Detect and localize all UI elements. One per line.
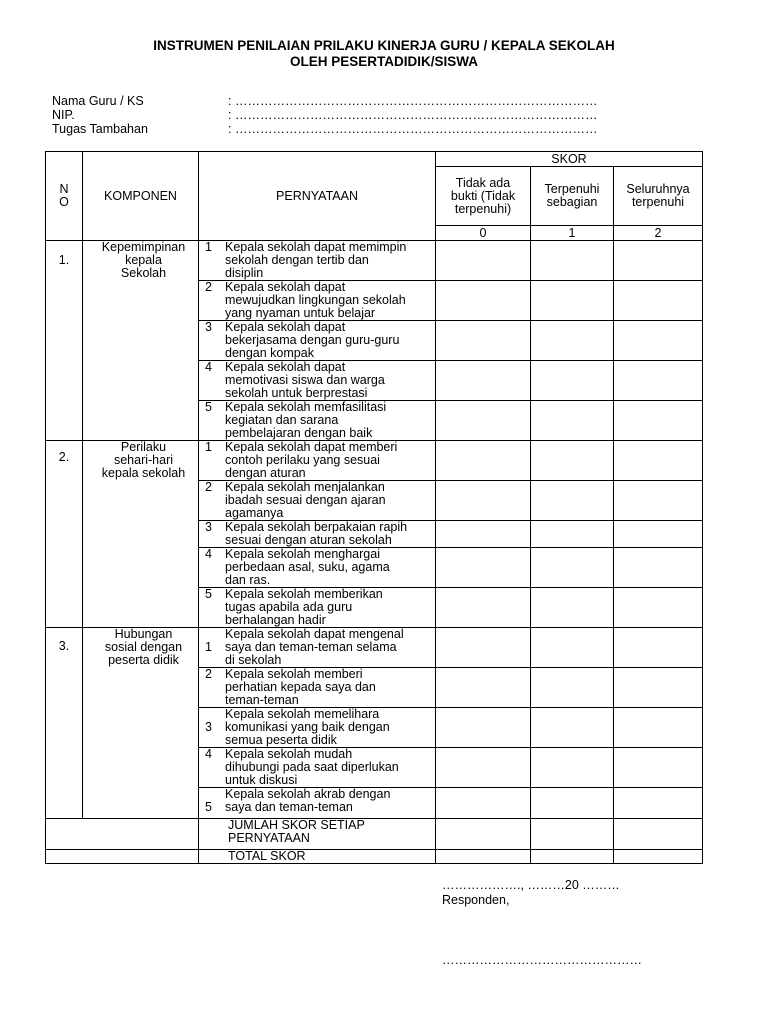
statement-number: 3: [205, 320, 212, 334]
statement-cell: [199, 241, 436, 281]
score-input-cell[interactable]: [436, 788, 531, 819]
pernyataan-header: PERNYATAAN: [199, 152, 436, 241]
statement-row: [46, 628, 703, 668]
total-label: [199, 850, 436, 864]
score-input-cell[interactable]: [436, 708, 531, 748]
jumlah-score-cell[interactable]: [531, 819, 614, 850]
no-header: N O: [46, 152, 83, 241]
statement-number: 3: [205, 720, 212, 734]
statement-text: Kepala sekolah memfasilitasi kegiatan dan sarana pembelajaran dengan baik: [225, 400, 387, 440]
identity-label: Nama Guru / KS: [52, 94, 144, 108]
score-input-cell[interactable]: [614, 401, 703, 441]
statement-text: Kepala sekolah mudah dihubungi pada saat diperlukan untuk diskusi: [225, 747, 399, 787]
component-name-text: Kepemimpinan kepala Sekolah: [101, 240, 186, 280]
skor-header: SKOR: [436, 152, 703, 167]
score-input-cell[interactable]: [531, 481, 614, 521]
statement-number: 2: [205, 280, 212, 294]
score-input-cell[interactable]: [436, 241, 531, 281]
score-input-cell[interactable]: [531, 321, 614, 361]
statement-text: Kepala sekolah memberikan tugas apabila ada guru berhalangan hadir: [225, 587, 383, 627]
score-input-cell[interactable]: [614, 241, 703, 281]
statement-cell: [199, 441, 436, 481]
component-number-text: 3.: [58, 639, 70, 653]
skor-level-value: 0: [436, 226, 531, 241]
score-input-cell[interactable]: [531, 401, 614, 441]
score-input-cell[interactable]: [436, 401, 531, 441]
score-input-cell[interactable]: [614, 481, 703, 521]
score-input-cell[interactable]: [614, 361, 703, 401]
document-title: [0, 38, 768, 70]
score-input-cell[interactable]: [531, 708, 614, 748]
score-input-cell[interactable]: [436, 521, 531, 548]
statement-number: 5: [205, 800, 212, 814]
responden-label: Responden,: [442, 893, 510, 907]
jumlah-label-text: JUMLAH SKOR SETIAP PERNYATAAN: [228, 818, 365, 845]
statement-cell: [199, 748, 436, 788]
component-number-text: 1.: [58, 253, 70, 267]
statement-cell: [199, 361, 436, 401]
statement-row: [46, 241, 703, 281]
skor-level-value: 1: [531, 226, 614, 241]
statement-number: 4: [205, 547, 212, 561]
statement-text: Kepala sekolah dapat mewujudkan lingkungan sekolah yang nyaman untuk belajar: [225, 280, 406, 320]
skor-level-value: 2: [614, 226, 703, 241]
statement-number: 1: [205, 440, 212, 454]
assessment-table: [45, 151, 703, 864]
score-input-cell[interactable]: [614, 521, 703, 548]
score-input-cell[interactable]: [531, 441, 614, 481]
score-input-cell[interactable]: [531, 748, 614, 788]
statement-number: 2: [205, 667, 212, 681]
total-label-text: TOTAL SKOR: [228, 849, 306, 863]
statement-text: Kepala sekolah memberi perhatian kepada saya dan teman-teman: [225, 667, 376, 707]
score-input-cell[interactable]: [531, 361, 614, 401]
statement-number: 1: [205, 240, 212, 254]
score-input-cell[interactable]: [614, 668, 703, 708]
statement-number: 5: [205, 400, 212, 414]
total-score-cell[interactable]: [614, 850, 703, 864]
score-input-cell[interactable]: [436, 281, 531, 321]
statement-number: 5: [205, 587, 212, 601]
statement-text: Kepala sekolah dapat mengenal saya dan teman-teman selama di sekolah: [225, 627, 404, 667]
statement-text: Kepala sekolah dapat memotivasi siswa dan warga sekolah untuk berprestasi: [225, 360, 385, 400]
score-input-cell[interactable]: [436, 628, 531, 668]
statement-text: Kepala sekolah dapat memimpin sekolah dengan tertib dan disiplin: [225, 240, 407, 280]
total-score-cell[interactable]: [436, 850, 531, 864]
statement-text: Kepala sekolah dapat memberi contoh perilaku yang sesuai dengan aturan: [225, 440, 398, 480]
jumlah-score-cell[interactable]: [436, 819, 531, 850]
statement-cell: [199, 588, 436, 628]
jumlah-blank: [46, 819, 199, 850]
komponen-header: KOMPONEN: [83, 152, 199, 241]
component-name: [83, 241, 199, 441]
statement-cell: [199, 481, 436, 521]
statement-cell: [199, 708, 436, 748]
statement-row: [46, 441, 703, 481]
statement-cell: [199, 628, 436, 668]
score-input-cell[interactable]: [531, 548, 614, 588]
score-input-cell[interactable]: [531, 521, 614, 548]
statement-text: Kepala sekolah dapat bekerjasama dengan guru-guru dengan kompak: [225, 320, 400, 360]
jumlah-score-cell[interactable]: [614, 819, 703, 850]
statement-cell: [199, 281, 436, 321]
score-input-cell[interactable]: [436, 441, 531, 481]
statement-cell: [199, 521, 436, 548]
component-number-text: 2.: [58, 450, 70, 464]
statement-cell: [199, 548, 436, 588]
identity-label: Tugas Tambahan: [52, 122, 148, 136]
component-name-text: Perilaku sehari-hari kepala sekolah: [101, 440, 186, 480]
statement-text: Kepala sekolah berpakaian rapih sesuai dengan aturan sekolah: [225, 520, 408, 547]
statement-cell: [199, 401, 436, 441]
statement-cell: [199, 321, 436, 361]
score-input-cell[interactable]: [531, 588, 614, 628]
title-line-1: INSTRUMEN PENILAIAN PRILAKU KINERJA GURU / KEPALA SEKOLAH: [153, 38, 615, 53]
score-input-cell[interactable]: [531, 241, 614, 281]
component-name: [83, 441, 199, 628]
score-input-cell[interactable]: [614, 281, 703, 321]
score-input-cell[interactable]: [614, 708, 703, 748]
identity-value: : ……………………………………………………………………………: [228, 108, 598, 122]
score-input-cell[interactable]: [436, 321, 531, 361]
score-input-cell[interactable]: [614, 548, 703, 588]
score-input-cell[interactable]: [614, 441, 703, 481]
statement-cell: [199, 788, 436, 819]
score-input-cell[interactable]: [614, 588, 703, 628]
statement-number: 2: [205, 480, 212, 494]
score-input-cell[interactable]: [436, 481, 531, 521]
jumlah-row: [46, 819, 703, 850]
score-input-cell[interactable]: [531, 788, 614, 819]
statement-number: 3: [205, 520, 212, 534]
skor-level-label: Tidak ada bukti (Tidak terpenuhi): [436, 167, 531, 226]
score-input-cell[interactable]: [531, 628, 614, 668]
skor-level-label: Terpenuhi sebagian: [531, 167, 614, 226]
statement-number: 4: [205, 360, 212, 374]
component-number: [46, 628, 83, 819]
score-input-cell[interactable]: [614, 748, 703, 788]
component-number: [46, 441, 83, 628]
title-line-2: OLEH PESERTADIDIK/SISWA: [289, 54, 479, 69]
statement-text: Kepala sekolah menjalankan ibadah sesuai dengan ajaran agamanya: [225, 480, 386, 520]
statement-text: Kepala sekolah menghargai perbedaan asal, suku, agama dan ras.: [225, 547, 390, 587]
score-input-cell[interactable]: [531, 281, 614, 321]
statement-number: 4: [205, 747, 212, 761]
statement-text: Kepala sekolah memelihara komunikasi yang baik dengan semua peserta didik: [225, 707, 390, 747]
score-input-cell[interactable]: [436, 548, 531, 588]
statement-text: Kepala sekolah akrab dengan saya dan teman-teman: [225, 787, 391, 814]
component-name: [83, 628, 199, 819]
component-name-text: Hubungan sosial dengan peserta didik: [104, 627, 183, 667]
component-number: [46, 241, 83, 441]
score-input-cell[interactable]: [436, 361, 531, 401]
score-input-cell[interactable]: [614, 788, 703, 819]
total-row: [46, 850, 703, 864]
statement-number: 1: [205, 640, 212, 654]
signature-line: …………………………………………: [442, 953, 642, 967]
score-input-cell[interactable]: [436, 748, 531, 788]
identity-value: : ……………………………………………………………………………: [228, 94, 598, 108]
total-blank: [46, 850, 199, 864]
statement-cell: [199, 668, 436, 708]
identity-label: NIP.: [52, 108, 75, 122]
total-score-cell[interactable]: [531, 850, 614, 864]
header-row: [46, 152, 703, 167]
score-input-cell[interactable]: [531, 668, 614, 708]
score-input-cell[interactable]: [614, 321, 703, 361]
skor-level-label: Seluruhnya terpenuhi: [614, 167, 703, 226]
score-input-cell[interactable]: [614, 628, 703, 668]
jumlah-label: [199, 819, 436, 850]
score-input-cell[interactable]: [436, 668, 531, 708]
date-line: ………………., ………20 ………: [442, 878, 620, 892]
identity-value: : ……………………………………………………………………………: [228, 122, 598, 136]
score-input-cell[interactable]: [436, 588, 531, 628]
